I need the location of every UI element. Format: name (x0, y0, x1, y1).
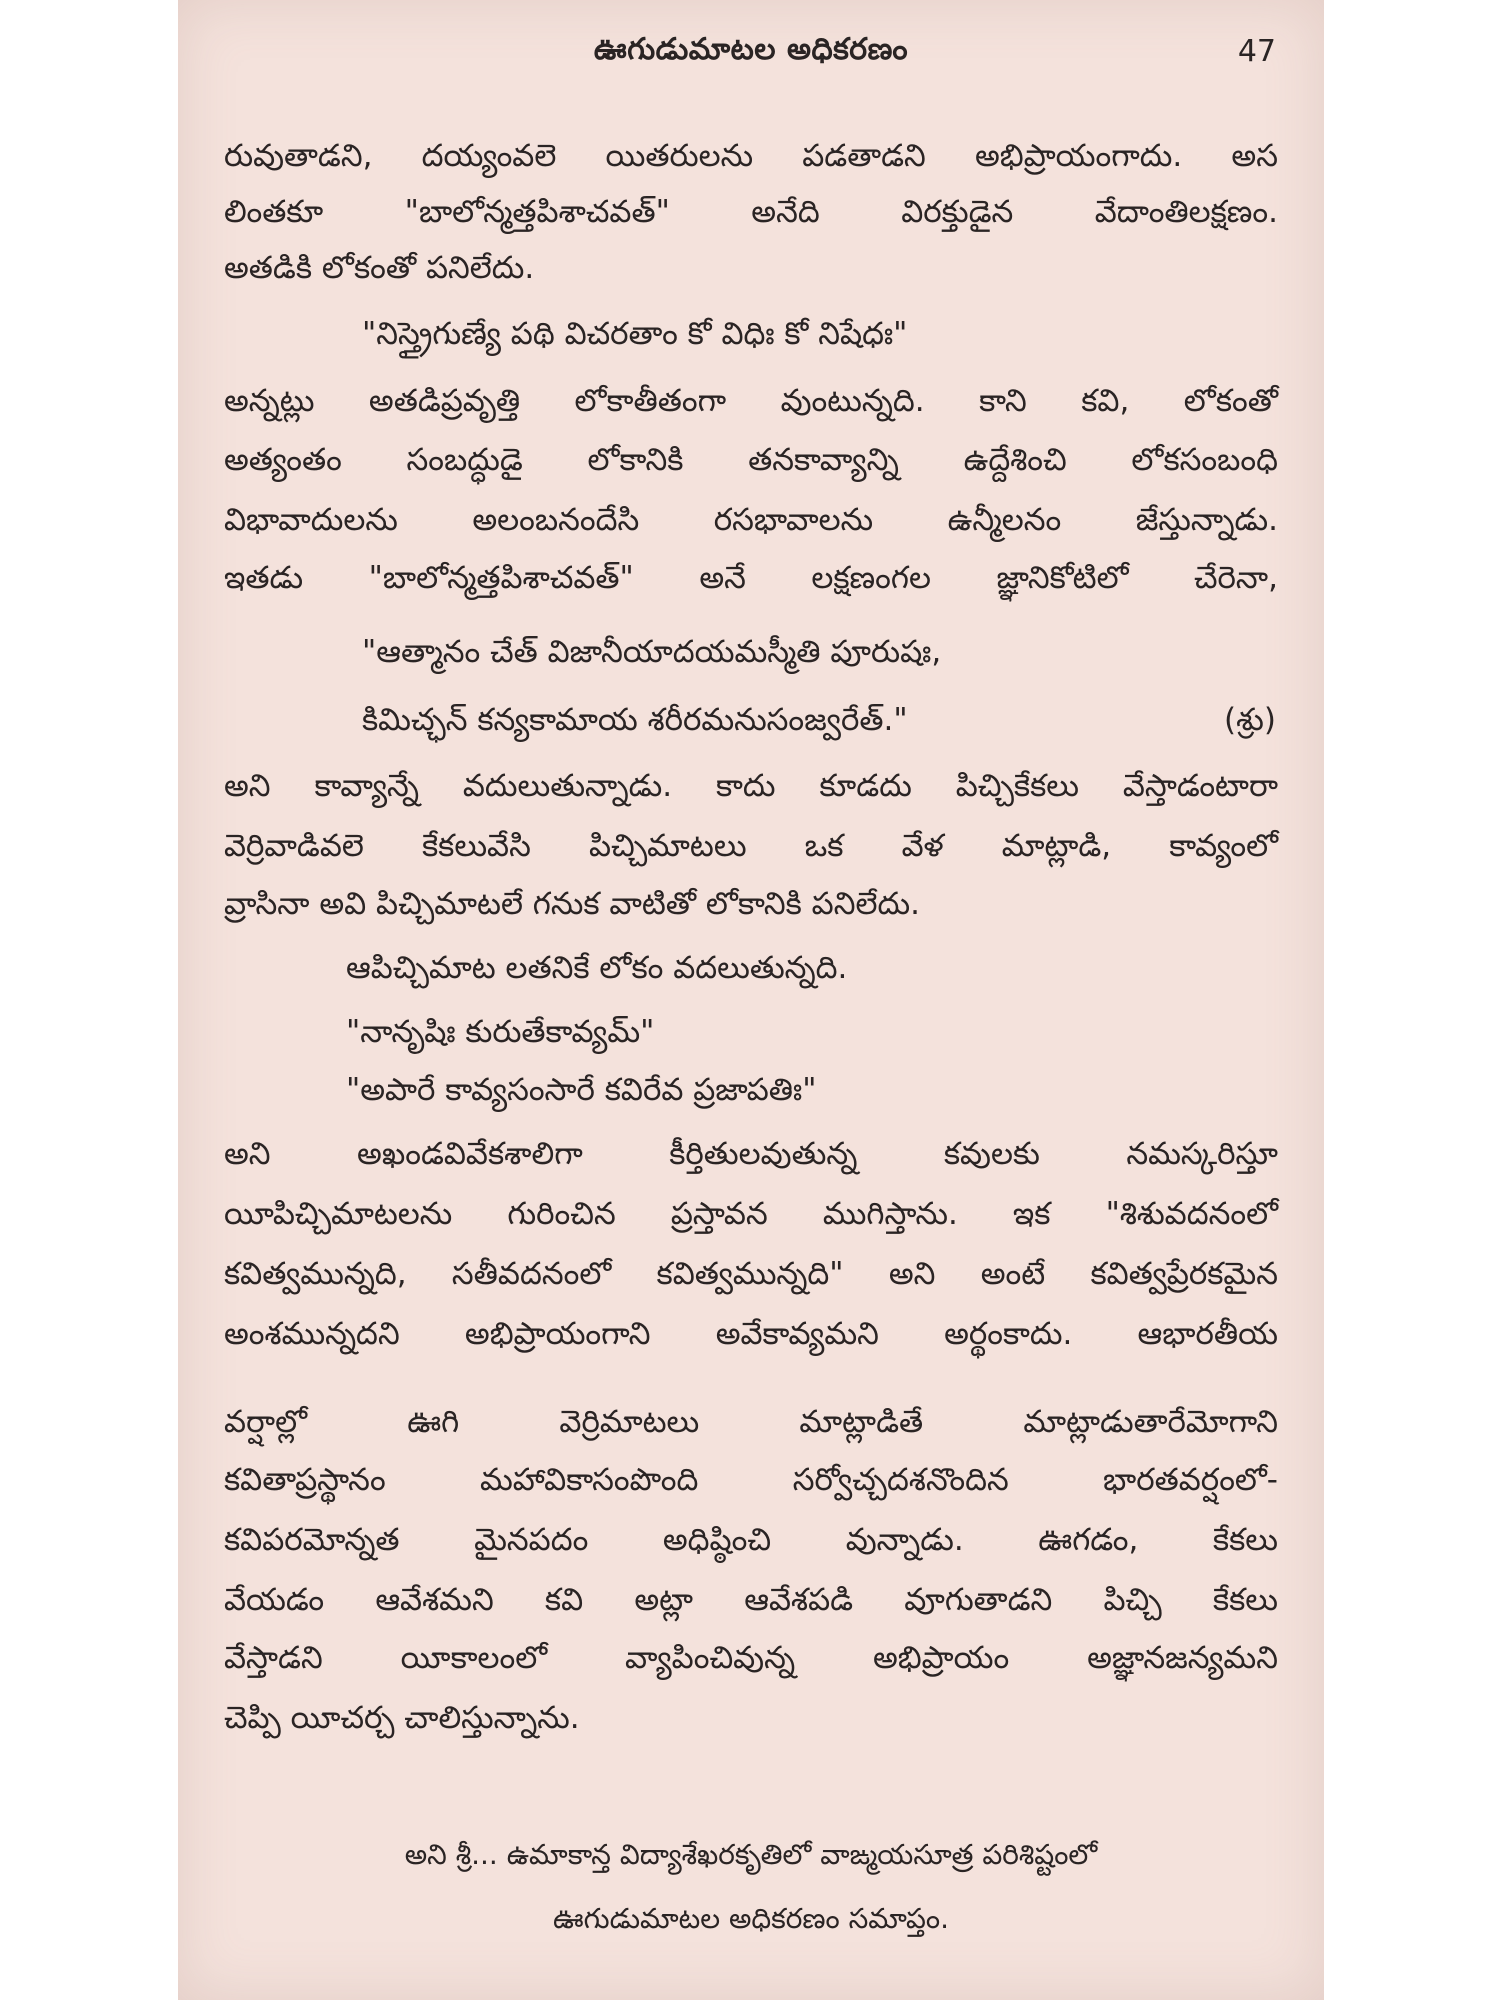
text-line: కవితాప్రస్థానం మహావికాసంపొంది సర్వోచ్చదశనొందిన భారతవర్షంలో- (224, 1462, 1278, 1498)
verse-line: "నానృషిః కురుతేకావ్యమ్" (346, 1014, 655, 1050)
text-line: కవిపరమోన్నత మైనపదం అధిష్ఠించి వున్నాడు. ఊగడం, కేకలు (224, 1522, 1278, 1558)
text-line: వెర్రివాడివలె కేకలువేసి పిచ్చిమాటలు ఒక వేళ మాట్లాడి, కావ్యంలో (224, 828, 1278, 864)
verse-line: "అపారే కావ్యసంసారే కవిరేవ ప్రజాపతిః" (346, 1072, 817, 1108)
text-line: అంశమున్నదని అభిప్రాయంగాని అవేకావ్యమని అర్థంకాదు. ఆభారతీయ (224, 1316, 1278, 1352)
text-line: ఇతడు "బాలోన్మత్తపిశాచవత్" అనే లక్షణంగల జ్ఞానికోటిలో చేరెనా, (224, 560, 1278, 596)
running-header-title: ఊగుడుమాటల అధికరణం (593, 32, 909, 67)
book-page (178, 0, 1324, 2000)
text-line: చెప్పి యీచర్చ చాలిస్తున్నాను. (224, 1700, 580, 1736)
text-line: వర్షాల్లో ఊగి వెర్రిమాటలు మాట్లాడితే మాట్లాడుతారేమోగాని (224, 1404, 1278, 1440)
text-line: వేస్తాడని యీకాలంలో వ్యాపించివున్న అభిప్రాయం అజ్ఞానజన్యమని (224, 1640, 1278, 1676)
text-line: అని అఖండవివేకశాలిగా కీర్తితులవుతున్న కవులకు నమస్కరిస్తూ (224, 1136, 1278, 1172)
text-line: కవిత్వమున్నది, సతీవదనంలో కవిత్వమున్నది" అని అంటే కవిత్వప్రేరకమైన (224, 1256, 1278, 1292)
colophon-line: అని శ్రీ... ఉమాకాన్త విద్యాశేఖరకృతిలో వాఙ్మయసూత్ర పరిశిష్టంలో (404, 1838, 1098, 1871)
verse-line: "నిస్త్రైగుణ్యే పథి విచరతాం కో విధిః కో నిషేధః" (362, 316, 908, 352)
verse-line: "ఆత్మానం చేత్ విజానీయాదయమస్మీతి పూరుషః, (362, 634, 942, 670)
text-line: అతడికి లోకంతో పనిలేదు. (224, 250, 535, 286)
page-number: 47 (1237, 34, 1276, 69)
text-line: యీపిచ్చిమాటలను గురించిన ప్రస్తావన ముగిస్తాను. ఇక "శిశువదనంలో (224, 1196, 1278, 1232)
text-line: అత్యంతం సంబద్ధుడై లోకానికి తనకావ్యాన్ని ఉద్దేశించి లోకసంబంధి (224, 442, 1278, 478)
text-line: విభావాదులను అలంబనందేసి రసభావాలను ఉన్మీలనం జేస్తున్నాడు. (224, 502, 1278, 538)
text-line: రువుతాడని, దయ్యంవలె యితరులను పడతాడని అభిప్రాయంగాదు. అస (224, 138, 1278, 174)
text-line: అన్నట్లు అతడిప్రవృత్తి లోకాతీతంగా వుంటున్నది. కాని కవి, లోకంతో (224, 383, 1278, 419)
text-line: వ్రాసినా అవి పిచ్చిమాటలే గనుక వాటితో లోకానికి పనిలేదు. (224, 886, 920, 922)
source-mark: (శ్రు) (1224, 702, 1276, 738)
verse-line: కిమిచ్ఛన్ కన్యకామాయ శరీరమనుసంజ్వరేత్." (362, 702, 908, 738)
text-line: వేయడం ఆవేశమని కవి అట్లా ఆవేశపడి వూగుతాడని పిచ్చి కేకలు (224, 1582, 1278, 1618)
text-line: అని కావ్యాన్నే వదులుతున్నాడు. కాదు కూడదు పిచ్చికేకలు వేస్తాడంటారా (224, 768, 1278, 804)
text-line: ఆపిచ్చిమాట లతనికే లోకం వదలుతున్నది. (346, 950, 848, 986)
text-line: లింతకూ "బాలోన్మత్తపిశాచవత్" అనేది విరక్తుడైన వేదాంతిలక్షణం. (224, 194, 1278, 230)
colophon-line: ఊగుడుమాటల అధికరణం సమాప్తం. (552, 1902, 950, 1935)
